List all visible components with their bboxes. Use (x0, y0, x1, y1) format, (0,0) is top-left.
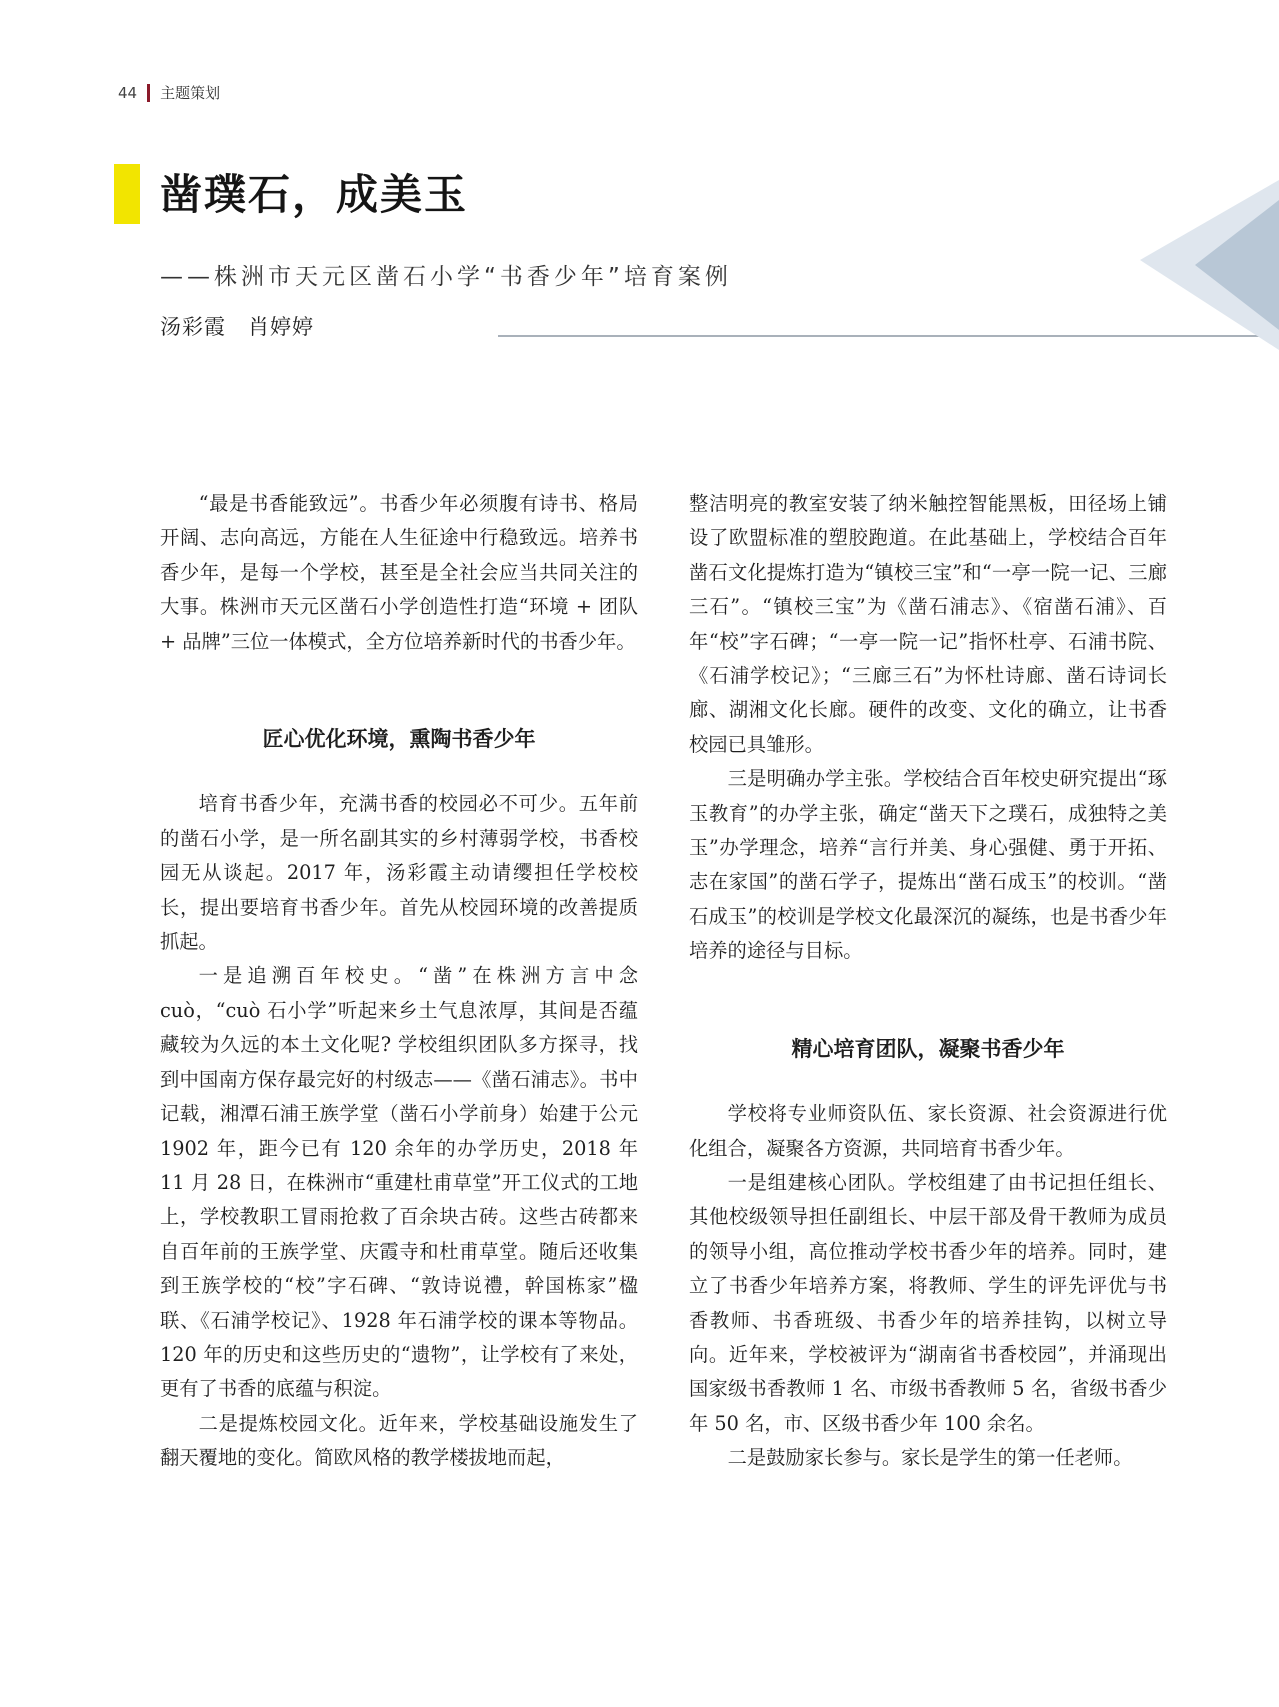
right-column (689, 487, 1167, 1476)
paragraph: 培育书香少年，充满书香的校园必不可少。五年前的凿石小学，是一所名副其实的乡村薄弱学校，书香校园无从谈起。2017 年，汤彩霞主动请缨担任学校校长，提出要培育书香少年。首先从校园环境的改善提质抓起。 (160, 792, 638, 954)
paragraph-intro: “最是书香能致远”。书香少年必须腹有诗书、格局开阔、志向高远，方能在人生征途中行稳致远。培养书香少年，是每一个学校，甚至是全社会应当共同关注的大事。株洲市天元区凿石小学创造性打造“环境 + 团队 + 品牌”三位一体模式，全方位培养新时代的书香少年。 (160, 492, 638, 653)
running-header (118, 82, 220, 103)
decorative-triangles-graphic (1140, 180, 1279, 350)
section-label: 主题策划 (160, 84, 221, 102)
page-number: 44 (118, 83, 138, 102)
section-heading-team: 精心培育团队，凝聚书香少年 (791, 1036, 1065, 1061)
header-divider-bar (147, 84, 150, 102)
paragraph: 一是组建核心团队。学校组建了由书记担任组长、其他校级领导担任副组长、中层干部及骨干教师为成员的领导小组，高位推动学校书香少年的培养。同时，建立了书香少年培养方案，将教师、学生的评先评优与书香教师、书香班级、书香少年的培养挂钩，以树立导向。近年来，学校被评为“湖南省书香校园”，并涌现出国家级书香教师 1 名、市级书香教师 5 名，省级书香少年 50 名，市、区级书香少年 100 余名。 (689, 1170, 1167, 1435)
section-heading-environment: 匠心优化环境，熏陶书香少年 (262, 727, 536, 752)
article-title: 凿璞石，成美玉 (160, 170, 469, 219)
paragraph: 二是鼓励家长参与。家长是学生的第一任老师。 (727, 1446, 1133, 1470)
paragraph: 学校将专业师资队伍、家长资源、社会资源进行优化组合，凝聚各方资源，共同培育书香少年。 (689, 1102, 1167, 1160)
title-accent-bar (114, 164, 140, 224)
paragraph: 二是提炼校园文化。近年来，学校基础设施发生了翻天覆地的变化。简欧风格的教学楼拔地而起， (160, 1411, 638, 1470)
paragraph: 一是追溯百年校史。“凿”在株洲方言中念 cuò，“cuò 石小学”听起来乡土气息浓厚，其间是否蕴藏较为久远的本土文化呢? 学校组织团队多方探寻，找到中国南方保存最完好的村级志——《凿石浦志》。书中记载，湘潭石浦王族学堂（凿石小学前身）始建于公元 1902 年，距今已有 120 余年的办学历史，2018 年 11 月 28 日，在株洲市“重建杜甫草堂”开工仪式的工地上，学校教职工冒雨抢救了百余块古砖。这些古砖都来自百年前的王族学堂、庆霞寺和杜甫草堂。随后还收集到王族学校的“校”字石碑、“敦诗说禮，幹国栋家”楹联、《石浦学校记》、1928 年石浦学校的课本等物品。120 年的历史和这些历史的“遗物”，让学校有了来处，更有了书香的底蕴与积淀。 (160, 964, 638, 1401)
paragraph: 三是明确办学主张。学校结合百年校史研究提出“琢玉教育”的办学主张，确定“凿天下之璞石，成独特之美玉”办学理念，培养“言行并美、身心强健、勇于开拓、志在家国”的凿石学子，提炼出“凿石成玉”的校训。“凿石成玉”的校训是学校文化最深沉的凝练，也是书香少年培养的途径与目标。 (689, 767, 1167, 963)
paragraph-continued: 整洁明亮的教室安装了纳米触控智能黑板，田径场上铺设了欧盟标准的塑胶跑道。在此基础上，学校结合百年凿石文化提炼打造为“镇校三宝”和“一亭一院一记、三廊三石”。“镇校三宝”为《凿石浦志》、《宿凿石浦》、百年“校”字石碑；“一亭一院一记”指怀杜亭、石浦书院、《石浦学校记》；“三廊三石”为怀杜诗廊、凿石诗词长廊、湖湘文化长廊。硬件的改变、文化的确立，让书香校园已具雏形。 (689, 492, 1167, 756)
article-authors: 汤彩霞 肖婷婷 (160, 315, 314, 339)
left-column (160, 487, 638, 1476)
article-subtitle: ——株洲市天元区凿石小学“书香少年”培育案例 (160, 264, 732, 290)
